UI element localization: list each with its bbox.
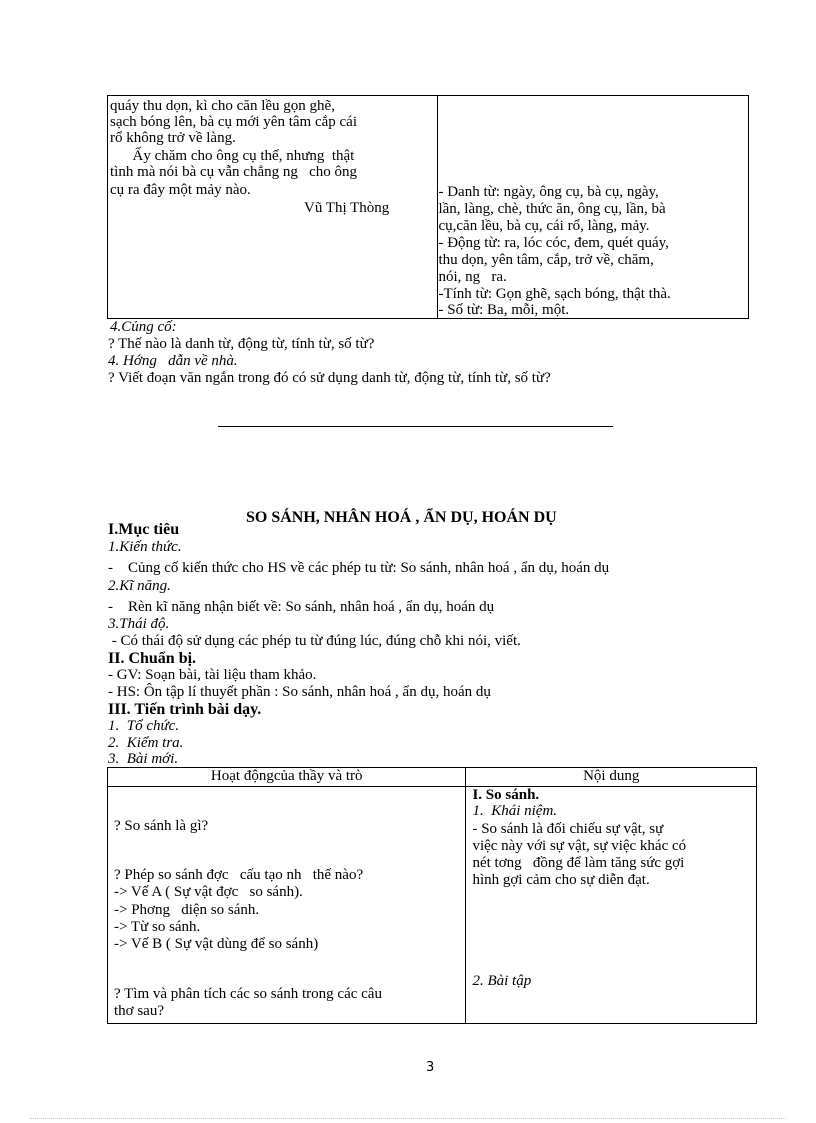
- activity-cell: [108, 787, 466, 1024]
- continuation-table: [107, 95, 749, 319]
- attitude-label: 3.Thái độ.: [108, 616, 170, 632]
- excerpt-line: rổ không trở về làng.: [110, 130, 236, 146]
- knowledge-label: 1.Kiến thức.: [108, 539, 182, 555]
- step-new-lesson: 3. Bài mới.: [108, 751, 179, 767]
- analysis-line: -Tính từ: Gọn ghẽ, sạch bóng, thật thà.: [438, 286, 671, 302]
- page-number: 3: [426, 1060, 435, 1075]
- question-find-cont: thơ sau?: [114, 1003, 165, 1019]
- excerpt-line: Ấy chăm cho ông cụ thế, nhưng thật: [110, 148, 355, 164]
- process-heading: III. Tiến trình bài dạy.: [108, 701, 262, 718]
- definition-line: - So sánh là đối chiếu sự vật, sự: [472, 821, 664, 837]
- text-excerpt-cell: [108, 96, 438, 319]
- analysis-line: - Danh từ: ngày, ông cụ, bà cụ, ngày,: [438, 184, 659, 200]
- section-divider: [218, 426, 613, 427]
- homework-question: ? Viết đoạn văn ngắn trong đó có sử dụng danh từ, động từ, tính từ, số từ?: [108, 370, 551, 386]
- objectives-heading: I.Mục tiêu: [108, 521, 180, 538]
- content-cell: [466, 787, 757, 1024]
- consolidate-question: ? Thế nào là danh từ, động từ, tính từ, số từ?: [108, 336, 375, 352]
- analysis-line: - Số từ: Ba, mỗi, một.: [438, 302, 570, 318]
- step-check: 2. Kiểm tra.: [108, 735, 184, 751]
- step-organize: 1. Tổ chức.: [108, 718, 180, 734]
- skill-text: - Rèn kĩ năng nhận biết về: So sánh, nhân hoá , ẩn dụ, hoán dụ: [108, 599, 495, 615]
- definition-line: việc này với sự vật, sự việc khác có: [472, 838, 687, 854]
- header-content: [466, 768, 757, 787]
- preparation-student: - HS: Ôn tập lí thuyết phần : So sánh, nhân hoá , ẩn dụ, hoán dụ: [108, 684, 491, 700]
- skill-label: 2.Kĩ năng.: [108, 578, 171, 594]
- header-activity: [108, 768, 466, 787]
- knowledge-text: - Củng cố kiến thức cho HS về các phép tu từ: So sánh, nhân hoá , ẩn dụ, hoán dụ: [108, 560, 610, 576]
- analysis-line: lần, làng, chè, thức ăn, ông cụ, lần, bà: [438, 201, 666, 217]
- excerpt-author: Vũ Thị Thòng: [304, 200, 390, 216]
- structure-part: -> Phơng diện so sánh.: [114, 902, 260, 918]
- activity-table: [107, 767, 757, 1024]
- question-find: ? Tìm và phân tích các so sánh trong các câu: [114, 986, 382, 1002]
- structure-part: -> Vế B ( Sự vật dùng để so sánh): [114, 936, 319, 952]
- preparation-teacher: - GV: Soạn bài, tài liệu tham khảo.: [108, 667, 317, 683]
- analysis-line: - Động từ: ra, lóc cóc, đem, quét quáy,: [438, 235, 669, 251]
- analysis-line: nói, ng ra.: [438, 269, 507, 285]
- excerpt-line: quáy thu dọn, kì cho căn lều gọn ghẽ,: [110, 98, 335, 114]
- attitude-text: - Có thái độ sử dụng các phép tu từ đúng lúc, đúng chỗ khi nói, viết.: [108, 633, 521, 649]
- analysis-line: thu dọn, yên tâm, cắp, trở về, chăm,: [438, 252, 654, 268]
- question-structure: ? Phép so sánh đợc cấu tạo nh thế nào?: [114, 867, 364, 883]
- question-what: ? So sánh là gì?: [114, 818, 209, 834]
- concept-heading: 1. Khái niệm.: [472, 803, 558, 819]
- definition-line: hình gợi cảm cho sự diễn đạt.: [472, 872, 650, 888]
- structure-part: -> Vế A ( Sự vật đợc so sánh).: [114, 884, 303, 900]
- excerpt-line: tình mà nói bà cụ vẫn chẳng ng cho ông: [110, 164, 358, 180]
- homework-heading: 4. Hớng dẫn về nhà.: [108, 353, 238, 369]
- word-analysis-cell: [438, 96, 749, 319]
- header-activity-label: Hoạt độngcủa thầy và trò: [210, 768, 363, 784]
- excerpt-line: sạch bóng lên, bà cụ mới yên tâm cắp cái: [110, 114, 358, 130]
- structure-part: -> Từ so sánh.: [114, 919, 201, 935]
- analysis-line: cụ,căn lều, bà cụ, cái rổ, làng, mảy.: [438, 218, 650, 234]
- section-so-sanh: I. So sánh.: [472, 787, 540, 803]
- lesson-title: SO SÁNH, NHÂN HOÁ , ẨN DỤ, HOÁN DỤ: [246, 509, 557, 526]
- exercise-heading: 2. Bài tập: [472, 973, 532, 989]
- consolidate-heading: 4.Củng cố:: [110, 319, 177, 335]
- preparation-heading: II. Chuẩn bị.: [108, 650, 197, 667]
- excerpt-line: cụ ra đây một mảy nào.: [110, 182, 251, 198]
- header-content-label: Nội dung: [583, 768, 640, 784]
- page-bottom-border: [30, 1118, 786, 1119]
- definition-line: nét tơng đồng để làm tăng sức gợi: [472, 855, 685, 871]
